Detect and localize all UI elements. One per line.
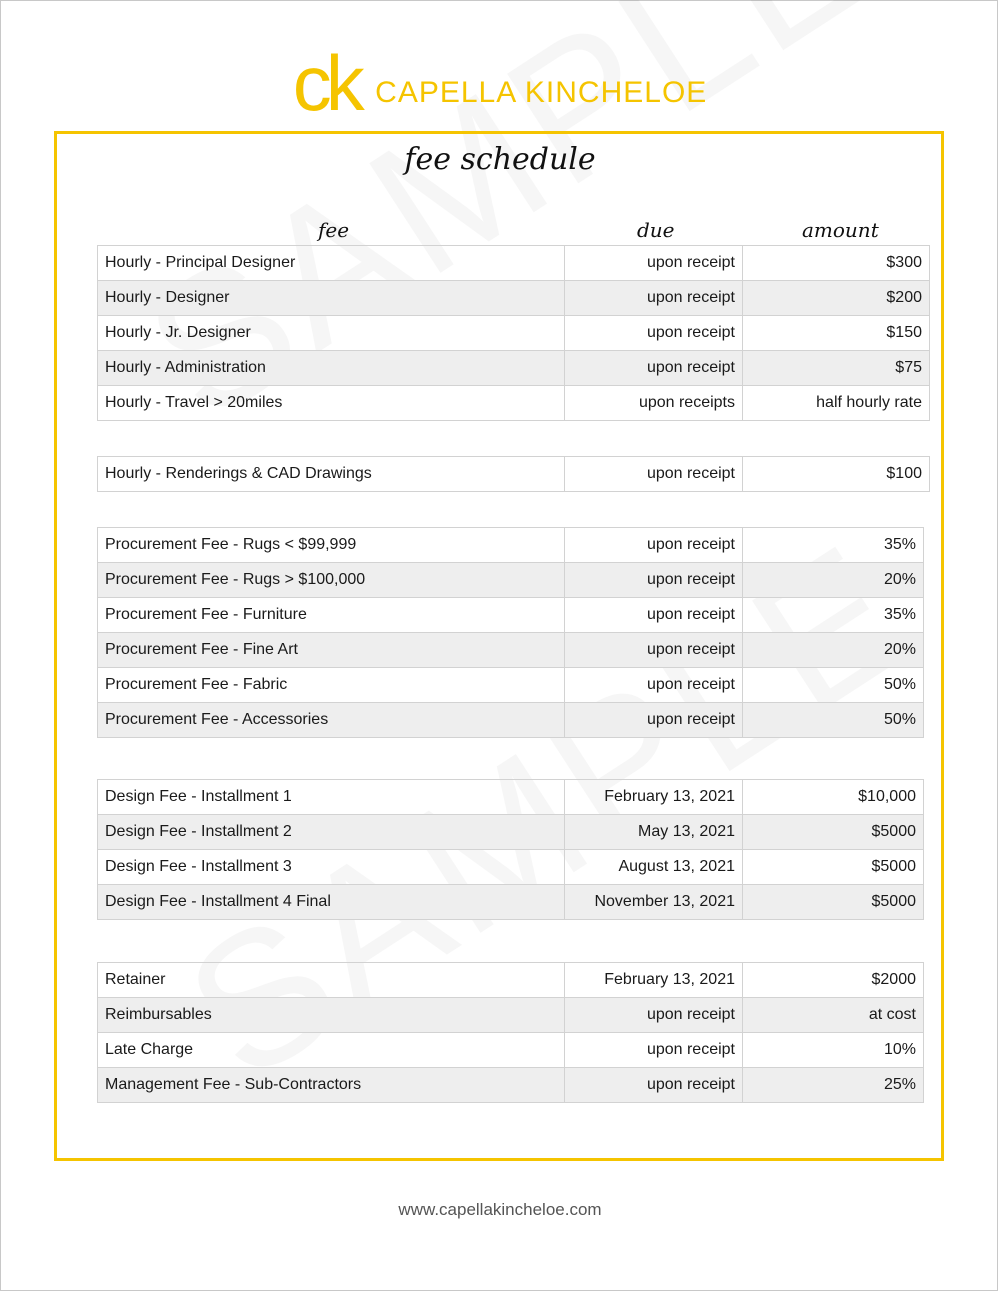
due-cell: upon receipt xyxy=(565,633,743,668)
brand-name: CAPELLA KINCHELOE xyxy=(375,76,708,109)
table-row xyxy=(98,246,930,281)
due-cell: February 13, 2021 xyxy=(565,780,743,815)
fee-group-procurement xyxy=(97,527,924,738)
amount-cell: $10,000 xyxy=(743,780,924,815)
fee-cell: Procurement Fee - Furniture xyxy=(98,598,565,633)
fee-cell: Procurement Fee - Fabric xyxy=(98,668,565,703)
column-header-fee: fee xyxy=(318,218,350,242)
table-row xyxy=(98,563,924,598)
fee-cell: Design Fee - Installment 2 xyxy=(98,815,565,850)
amount-cell: $200 xyxy=(743,281,930,316)
table-row xyxy=(98,850,924,885)
fee-group-renderings xyxy=(97,456,930,492)
table-row xyxy=(98,281,930,316)
table-row xyxy=(98,528,924,563)
due-cell: upon receipt xyxy=(565,246,743,281)
table-row xyxy=(98,633,924,668)
table-row xyxy=(98,1033,924,1068)
due-cell: upon receipt xyxy=(565,351,743,386)
table-row xyxy=(98,998,924,1033)
fee-cell: Hourly - Administration xyxy=(98,351,565,386)
fee-cell: Hourly - Travel > 20miles xyxy=(98,386,565,421)
amount-cell: 50% xyxy=(743,668,924,703)
amount-cell: $5000 xyxy=(743,850,924,885)
due-cell: upon receipt xyxy=(565,668,743,703)
amount-cell: 35% xyxy=(743,598,924,633)
table-row xyxy=(98,1068,924,1103)
amount-cell: 50% xyxy=(743,703,924,738)
brand-monogram: ck xyxy=(292,39,359,127)
brand-logo xyxy=(0,39,1000,127)
amount-cell: 20% xyxy=(743,563,924,598)
table-row xyxy=(98,815,924,850)
fee-cell: Hourly - Principal Designer xyxy=(98,246,565,281)
fee-group-hourly xyxy=(97,245,930,421)
amount-cell: 20% xyxy=(743,633,924,668)
column-header-amount: amount xyxy=(802,218,879,242)
table-row xyxy=(98,963,924,998)
due-cell: May 13, 2021 xyxy=(565,815,743,850)
fee-cell: Procurement Fee - Fine Art xyxy=(98,633,565,668)
fee-cell: Late Charge xyxy=(98,1033,565,1068)
due-cell: upon receipt xyxy=(565,457,743,492)
due-cell: upon receipt xyxy=(565,528,743,563)
amount-cell: 35% xyxy=(743,528,924,563)
amount-cell: $2000 xyxy=(743,963,924,998)
due-cell: upon receipt xyxy=(565,316,743,351)
amount-cell: 10% xyxy=(743,1033,924,1068)
fee-cell: Design Fee - Installment 4 Final xyxy=(98,885,565,920)
fee-cell: Procurement Fee - Accessories xyxy=(98,703,565,738)
due-cell: upon receipt xyxy=(565,281,743,316)
due-cell: upon receipt xyxy=(565,1033,743,1068)
fee-cell: Procurement Fee - Rugs < $99,999 xyxy=(98,528,565,563)
footer-website-link[interactable]: www.capellakincheloe.com xyxy=(398,1200,602,1219)
table-row xyxy=(98,703,924,738)
amount-cell: $5000 xyxy=(743,885,924,920)
fee-cell: Hourly - Jr. Designer xyxy=(98,316,565,351)
due-cell: upon receipt xyxy=(565,703,743,738)
fee-cell: Design Fee - Installment 3 xyxy=(98,850,565,885)
amount-cell: at cost xyxy=(743,998,924,1033)
table-row xyxy=(98,457,930,492)
fee-cell: Reimbursables xyxy=(98,998,565,1033)
due-cell: upon receipt xyxy=(565,563,743,598)
amount-cell: $150 xyxy=(743,316,930,351)
table-row xyxy=(98,351,930,386)
due-cell: upon receipt xyxy=(565,598,743,633)
fee-cell: Hourly - Renderings & CAD Drawings xyxy=(98,457,565,492)
page-title: fee schedule xyxy=(404,142,596,177)
amount-cell: $100 xyxy=(743,457,930,492)
due-cell: February 13, 2021 xyxy=(565,963,743,998)
due-cell: November 13, 2021 xyxy=(565,885,743,920)
amount-cell: $5000 xyxy=(743,815,924,850)
table-row xyxy=(98,668,924,703)
fee-group-other xyxy=(97,962,924,1103)
amount-cell: $300 xyxy=(743,246,930,281)
amount-cell: half hourly rate xyxy=(743,386,930,421)
amount-cell: $75 xyxy=(743,351,930,386)
table-row xyxy=(98,885,924,920)
table-row xyxy=(98,316,930,351)
due-cell: upon receipt xyxy=(565,1068,743,1103)
fee-cell: Retainer xyxy=(98,963,565,998)
amount-cell: 25% xyxy=(743,1068,924,1103)
table-row xyxy=(98,780,924,815)
fee-cell: Design Fee - Installment 1 xyxy=(98,780,565,815)
due-cell: upon receipt xyxy=(565,998,743,1033)
fee-cell: Procurement Fee - Rugs > $100,000 xyxy=(98,563,565,598)
fee-cell: Management Fee - Sub-Contractors xyxy=(98,1068,565,1103)
due-cell: August 13, 2021 xyxy=(565,850,743,885)
table-row xyxy=(98,598,924,633)
column-header-due: due xyxy=(637,218,675,242)
due-cell: upon receipts xyxy=(565,386,743,421)
table-row xyxy=(98,386,930,421)
fee-cell: Hourly - Designer xyxy=(98,281,565,316)
fee-group-design xyxy=(97,779,924,920)
